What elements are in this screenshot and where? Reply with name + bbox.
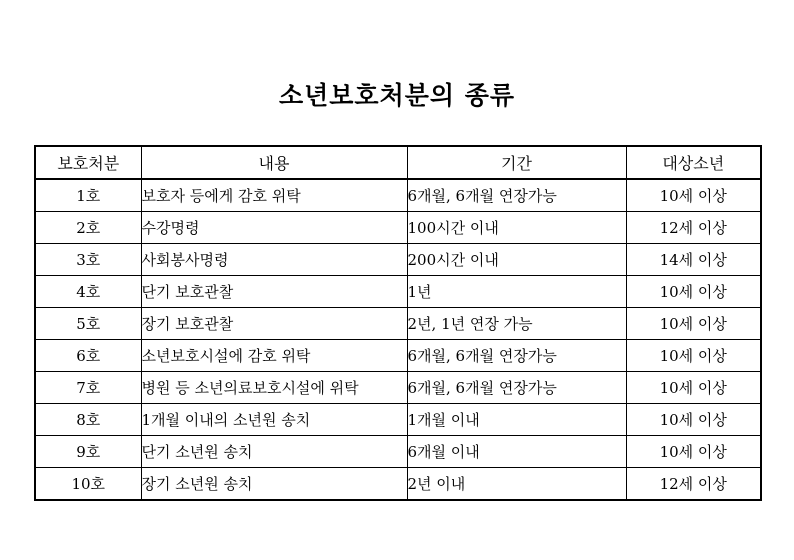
- cell-disposition: 8호: [35, 404, 141, 436]
- disposition-table: [34, 145, 762, 501]
- cell-disposition: 3호: [35, 244, 141, 276]
- table-row: [35, 436, 761, 468]
- cell-period: 6개월, 6개월 연장가능: [407, 372, 626, 404]
- table-row: [35, 212, 761, 244]
- table-header-row: [35, 146, 761, 179]
- header-target: 대상소년: [626, 146, 761, 179]
- table-row: [35, 308, 761, 340]
- cell-target: 10세 이상: [626, 340, 761, 372]
- table-row: [35, 340, 761, 372]
- cell-period: 6개월 이내: [407, 436, 626, 468]
- cell-period: 1개월 이내: [407, 404, 626, 436]
- table-row: [35, 404, 761, 436]
- cell-content: 병원 등 소년의료보호시설에 위탁: [141, 372, 407, 404]
- table-row: [35, 276, 761, 308]
- cell-disposition: 4호: [35, 276, 141, 308]
- cell-target: 12세 이상: [626, 468, 761, 501]
- cell-content: 단기 보호관찰: [141, 276, 407, 308]
- cell-content: 단기 소년원 송치: [141, 436, 407, 468]
- table-row: [35, 179, 761, 212]
- cell-target: 10세 이상: [626, 436, 761, 468]
- cell-disposition: 10호: [35, 468, 141, 501]
- cell-content: 소년보호시설에 감호 위탁: [141, 340, 407, 372]
- cell-period: 2년 이내: [407, 468, 626, 501]
- page-title: 소년보호처분의 종류: [278, 81, 516, 110]
- table-row: [35, 468, 761, 501]
- cell-period: 200시간 이내: [407, 244, 626, 276]
- cell-disposition: 9호: [35, 436, 141, 468]
- table-row: [35, 372, 761, 404]
- cell-disposition: 7호: [35, 372, 141, 404]
- cell-content: 보호자 등에게 감호 위탁: [141, 179, 407, 212]
- cell-target: 10세 이상: [626, 179, 761, 212]
- header-content: 내용: [141, 146, 407, 179]
- cell-content: 장기 보호관찰: [141, 308, 407, 340]
- cell-target: 10세 이상: [626, 276, 761, 308]
- cell-target: 10세 이상: [626, 372, 761, 404]
- cell-content: 사회봉사명령: [141, 244, 407, 276]
- cell-content: 장기 소년원 송치: [141, 468, 407, 501]
- cell-period: 6개월, 6개월 연장가능: [407, 179, 626, 212]
- cell-disposition: 6호: [35, 340, 141, 372]
- cell-period: 100시간 이내: [407, 212, 626, 244]
- cell-period: 2년, 1년 연장 가능: [407, 308, 626, 340]
- table-row: [35, 244, 761, 276]
- cell-period: 6개월, 6개월 연장가능: [407, 340, 626, 372]
- header-disposition: 보호처분: [35, 146, 141, 179]
- cell-target: 10세 이상: [626, 404, 761, 436]
- cell-target: 14세 이상: [626, 244, 761, 276]
- cell-disposition: 2호: [35, 212, 141, 244]
- cell-period: 1년: [407, 276, 626, 308]
- cell-disposition: 1호: [35, 179, 141, 212]
- cell-content: 1개월 이내의 소년원 송치: [141, 404, 407, 436]
- cell-content: 수강명령: [141, 212, 407, 244]
- cell-target: 10세 이상: [626, 308, 761, 340]
- cell-target: 12세 이상: [626, 212, 761, 244]
- cell-disposition: 5호: [35, 308, 141, 340]
- header-period: 기간: [407, 146, 626, 179]
